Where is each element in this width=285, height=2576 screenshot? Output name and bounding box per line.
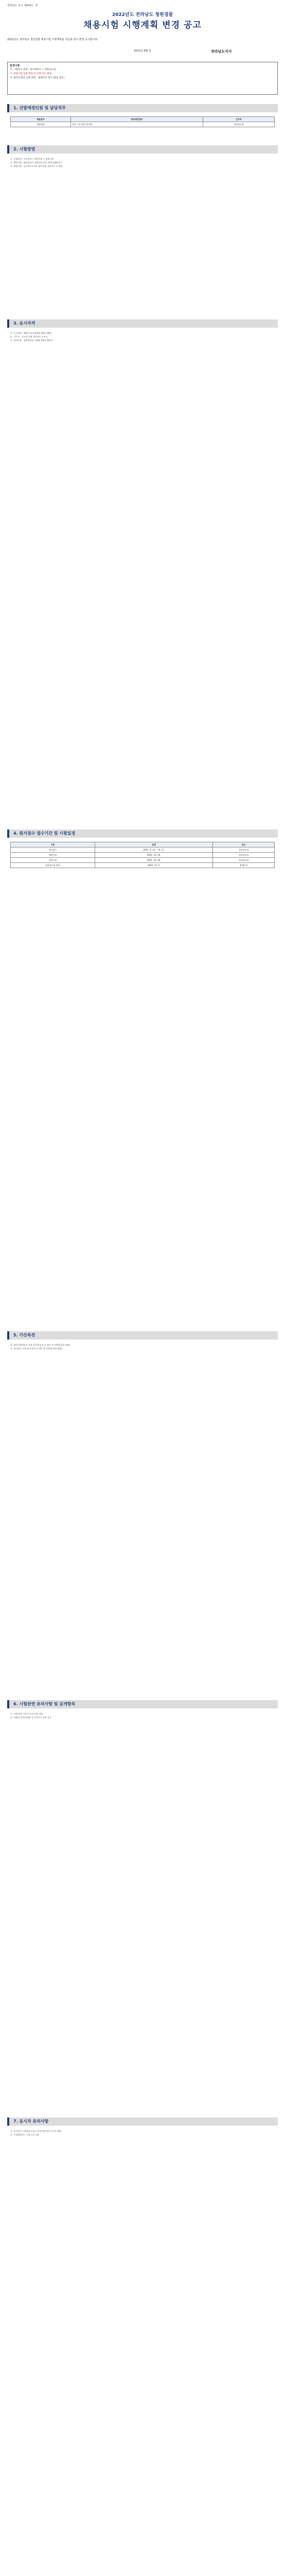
section-7-body (10, 2130, 275, 2137)
summary-item-2: 나. 면접시험 일정 변경 및 면접 장소 변경 (10, 72, 51, 75)
section-3-line-1: 가. 응시연령 : 18세 이상 (병역법 제2조 해당) (10, 332, 52, 334)
section-5-body (10, 1344, 275, 1351)
section-2-body (10, 158, 275, 168)
section-3-line-3: 다. 결격사유 : 청원경찰법 시행령 제3조 해당자 (10, 339, 53, 342)
table4-cell-2-2: 전라남도청 (213, 858, 275, 863)
section-6-line-2: 나. 시험장 내 휴대전화 등 전자기기 사용 금지 (10, 1716, 51, 1719)
section-2 (7, 145, 278, 154)
section-6 (7, 1700, 278, 1708)
title-main: 채용시험 시행계획 변경 공고 (83, 20, 202, 31)
table4-cell-2-1: 2021. 10. 30. (95, 858, 213, 863)
title-block (0, 12, 285, 31)
section-4 (7, 829, 278, 838)
table1-cell-0: 청원경찰 (11, 122, 71, 127)
document-number: 전라남도 공고 제2021 - 호 (7, 4, 38, 7)
section-6-title: 6. 시험관련 유의사항 및 공개항목 (13, 1702, 76, 1706)
section-7-line-1: 가. 응시원서 기재사항 오류로 인한 불이익은 응시자 책임 (10, 2130, 62, 2132)
section-3-body (10, 332, 275, 343)
table1-header-1: 담당예정업무 (71, 117, 203, 122)
section-3-line-2: 나. 거주지 : 공고일 현재 전라남도 주소지 (10, 335, 48, 338)
table1-header-2: 근무처 (203, 117, 274, 122)
table4-cell-1-0: 체력시험 (11, 853, 95, 858)
section-1-title: 1. 선발예정인원 및 담당직무 (13, 106, 66, 110)
table-row (11, 858, 275, 863)
table1-cell-1: 청사 시설 경비 및 방호 (71, 122, 203, 127)
summary-title: 변경사항 (10, 64, 20, 67)
section-2-line-3: 다. 면접시험 : 공무원으로서의 정신자세, 전문지식 등 평정 (10, 165, 63, 167)
table-row (11, 848, 275, 853)
summary-item-1: 가. 시험장소 변경 : 목포대학교 → 전라남도청 (10, 69, 56, 72)
section-7-line-2: 나. 부정행위자는 시험 무효 처리 (10, 2133, 40, 2136)
section-5-line-2: 나. 의사상자 가점 (의사상자 등 예우 및 지원에 관한 법률) (10, 1347, 62, 1350)
section-6-body (10, 1713, 275, 1720)
summary-box (7, 62, 278, 95)
schedule-table (10, 842, 275, 868)
section-7 (7, 2117, 278, 2126)
section-7-title: 7. 응시자 유의사항 (13, 2119, 49, 2124)
table4-cell-0-2: 전라남도청 (213, 848, 275, 853)
table-row (11, 122, 275, 127)
notice-line: 2021년도 전라남도 청원경찰 채용시험 시행계획을 다음과 같이 변경 공고합니다. (7, 38, 98, 41)
table4-header-0: 구분 (11, 842, 95, 848)
section-3 (7, 319, 278, 328)
section-5 (7, 1331, 278, 1340)
section-3-title: 3. 응시자격 (13, 321, 35, 326)
section-2-line-2: 나. 체력시험 : 팔굽혀펴기, 윗몸일으키기, 왕복오래달리기 (10, 161, 62, 164)
table4-cell-3-1: 2021. 11. 5. (95, 863, 213, 868)
table-row (11, 853, 275, 858)
table1-cell-2: 전라남도청 (203, 122, 274, 127)
table4-cell-0-0: 원서접수 (11, 848, 95, 853)
table4-header-1: 일정 (95, 842, 213, 848)
section-5-line-1: 가. 취업지원대상자 가점 (국가유공자 등 예우 및 지원에 관한 법률) (10, 1344, 70, 1346)
org-line: 전라남도지사 (211, 49, 232, 54)
table4-cell-3-0: 최종합격자 발표 (11, 863, 95, 868)
section-2-title: 2. 시험방법 (13, 147, 35, 151)
table4-header-2: 장소 (213, 842, 275, 848)
selection-table (10, 116, 275, 127)
table4-cell-3-2: 홈페이지 (213, 863, 275, 868)
date-line: 2021년 9월 일 (134, 49, 151, 53)
table-row (11, 863, 275, 868)
table4-cell-2-0: 면접시험 (11, 858, 95, 863)
table4-cell-1-1: 2021. 10. 16. (95, 853, 213, 858)
table4-cell-0-1: 2021. 9. 13. ~ 9. 17. (95, 848, 213, 853)
section-4-title: 4. 원서접수 접수기간 및 시험일정 (13, 831, 76, 836)
title-small: 2022년도 전라남도 청원경찰 (112, 12, 173, 18)
table4-cell-1-2: 전라남도청 (213, 853, 275, 858)
section-5-title: 5. 가산특전 (13, 1333, 35, 1337)
summary-item-3: 다. 합격자 발표 일정 변경 : 홈페이지 게시 (붙임 참조) (10, 76, 65, 79)
table1-header-0: 채용분야 (11, 117, 71, 122)
section-1 (7, 104, 278, 112)
section-2-line-1: 가. 시험단계 : 서류전형 → 체력시험 → 면접시험 (10, 158, 54, 160)
section-6-line-1: 가. 시험 당일 신분증 및 응시표 지참 (10, 1713, 43, 1715)
